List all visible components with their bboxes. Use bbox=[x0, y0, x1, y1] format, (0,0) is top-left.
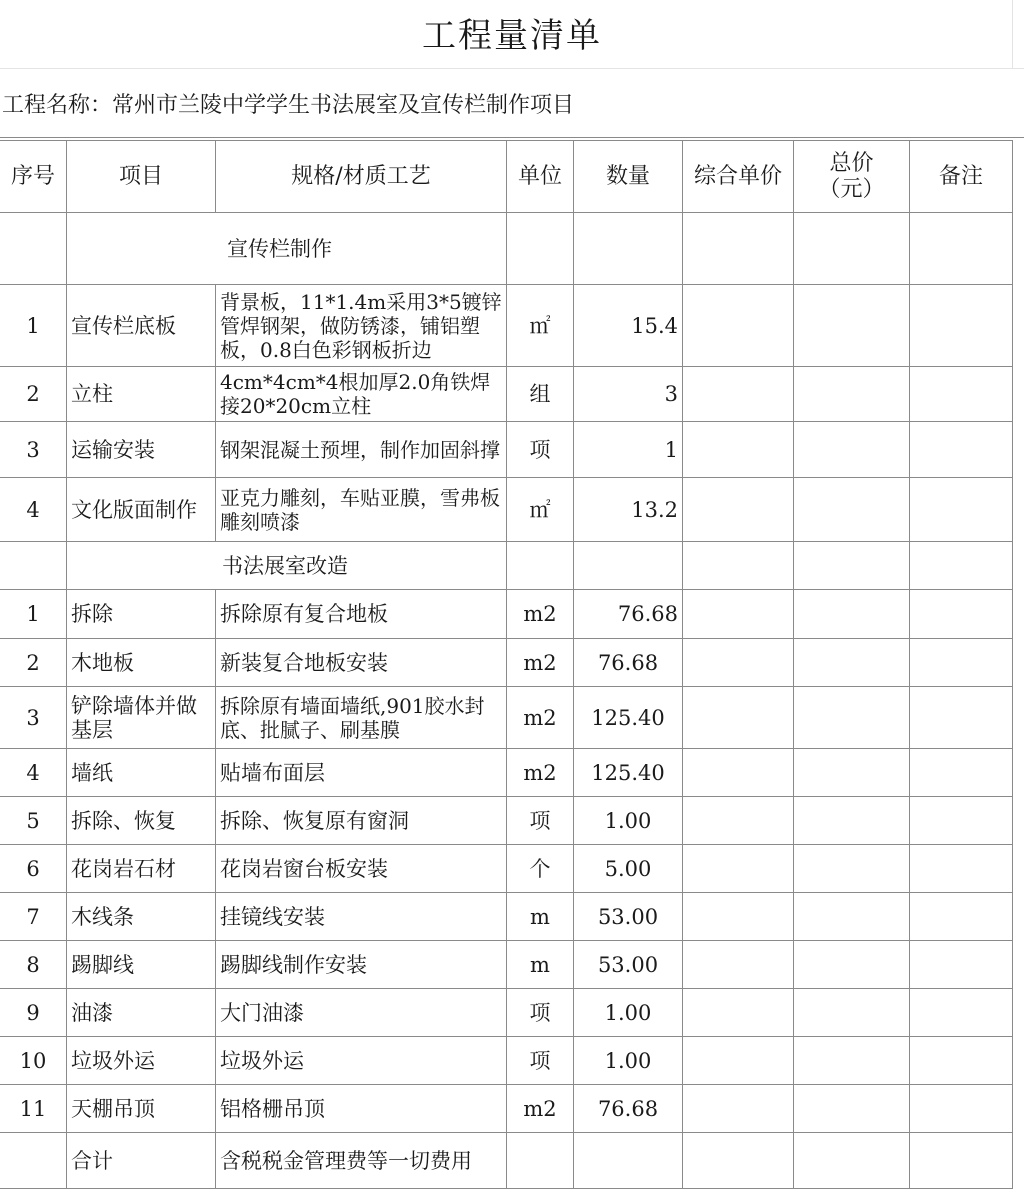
row-total bbox=[794, 639, 910, 687]
row-spec: 拆除、恢复原有窗洞 bbox=[216, 797, 507, 845]
row-unit: 项 bbox=[507, 1037, 574, 1085]
row-qty: 1 bbox=[574, 422, 683, 478]
row-item: 铲除墙体并做基层 bbox=[67, 687, 216, 749]
row-item: 文化版面制作 bbox=[67, 478, 216, 542]
header-item: 项目 bbox=[67, 141, 216, 213]
row-item: 花岗岩石材 bbox=[67, 845, 216, 893]
table-row bbox=[0, 285, 1013, 367]
row-spec: 贴墙布面层 bbox=[216, 749, 507, 797]
row-note bbox=[910, 687, 1013, 749]
row-no: 2 bbox=[0, 367, 67, 422]
row-unit-price bbox=[683, 797, 794, 845]
row-qty: 76.68 bbox=[574, 639, 683, 687]
row-unit-price bbox=[683, 989, 794, 1037]
row-unit: m2 bbox=[507, 1085, 574, 1133]
table-row bbox=[0, 367, 1013, 422]
row-spec: 踢脚线制作安装 bbox=[216, 941, 507, 989]
project-name-line: 工程名称：常州市兰陵中学学生书法展室及宣传栏制作项目 bbox=[0, 70, 1024, 138]
row-unit-price bbox=[683, 941, 794, 989]
row-spec: 大门油漆 bbox=[216, 989, 507, 1037]
header-no: 序号 bbox=[0, 141, 67, 213]
row-unit-price bbox=[683, 1037, 794, 1085]
row-no: 9 bbox=[0, 989, 67, 1037]
table-row bbox=[0, 1085, 1013, 1133]
row-total bbox=[794, 893, 910, 941]
table-row bbox=[0, 422, 1013, 478]
row-total bbox=[794, 845, 910, 893]
row-unit: m bbox=[507, 941, 574, 989]
row-spec: 亚克力雕刻，车贴亚膜，雪弗板雕刻喷漆 bbox=[216, 478, 507, 542]
row-unit-price bbox=[683, 478, 794, 542]
row-note bbox=[910, 797, 1013, 845]
row-unit: 项 bbox=[507, 797, 574, 845]
row-unit-price bbox=[683, 590, 794, 639]
row-unit: ㎡ bbox=[507, 285, 574, 367]
row-qty: 76.68 bbox=[574, 590, 683, 639]
row-note bbox=[910, 1085, 1013, 1133]
row-total bbox=[794, 687, 910, 749]
table-row bbox=[0, 797, 1013, 845]
row-item: 立柱 bbox=[67, 367, 216, 422]
row-unit: 项 bbox=[507, 989, 574, 1037]
row-total bbox=[794, 590, 910, 639]
row-unit-price bbox=[683, 639, 794, 687]
row-qty: 15.4 bbox=[574, 285, 683, 367]
row-unit-price bbox=[683, 749, 794, 797]
row-total bbox=[794, 749, 910, 797]
row-no: 11 bbox=[0, 1085, 67, 1133]
row-spec: 背景板，11*1.4m采用3*5镀锌管焊钢架，做防锈漆，铺铝塑板，0.8白色彩钢板折边 bbox=[216, 285, 507, 367]
row-unit-price bbox=[683, 367, 794, 422]
row-note bbox=[910, 478, 1013, 542]
row-note bbox=[910, 845, 1013, 893]
row-unit: m2 bbox=[507, 590, 574, 639]
row-qty: 1.00 bbox=[574, 797, 683, 845]
row-total bbox=[794, 422, 910, 478]
table-row bbox=[0, 845, 1013, 893]
header-unit: 单位 bbox=[507, 141, 574, 213]
row-qty: 5.00 bbox=[574, 845, 683, 893]
table-row bbox=[0, 941, 1013, 989]
row-spec: 花岗岩窗台板安装 bbox=[216, 845, 507, 893]
row-unit: ㎡ bbox=[507, 478, 574, 542]
row-no: 1 bbox=[0, 285, 67, 367]
section-row-calligraphy-room bbox=[0, 542, 1013, 590]
row-spec: 垃圾外运 bbox=[216, 1037, 507, 1085]
row-note bbox=[910, 367, 1013, 422]
row-no: 5 bbox=[0, 797, 67, 845]
row-no: 4 bbox=[0, 749, 67, 797]
row-unit-price bbox=[683, 1085, 794, 1133]
row-item: 木线条 bbox=[67, 893, 216, 941]
row-item: 油漆 bbox=[67, 989, 216, 1037]
row-qty: 1.00 bbox=[574, 1037, 683, 1085]
row-no: 8 bbox=[0, 941, 67, 989]
row-no: 3 bbox=[0, 687, 67, 749]
total-note: 含税税金管理费等一切费用 bbox=[216, 1133, 507, 1189]
row-unit-price bbox=[683, 285, 794, 367]
row-qty: 125.40 bbox=[574, 687, 683, 749]
row-note bbox=[910, 590, 1013, 639]
header-row bbox=[0, 141, 1013, 213]
row-item: 天棚吊顶 bbox=[67, 1085, 216, 1133]
header-note: 备注 bbox=[910, 141, 1013, 213]
total-label: 合计 bbox=[67, 1133, 216, 1189]
table-row bbox=[0, 687, 1013, 749]
row-unit: m bbox=[507, 893, 574, 941]
row-total bbox=[794, 1085, 910, 1133]
row-no: 6 bbox=[0, 845, 67, 893]
row-item: 宣传栏底板 bbox=[67, 285, 216, 367]
section-row-billboard bbox=[0, 213, 1013, 285]
row-total bbox=[794, 1037, 910, 1085]
bill-of-quantities-table bbox=[0, 140, 1013, 1189]
row-item: 运输安装 bbox=[67, 422, 216, 478]
row-qty: 3 bbox=[574, 367, 683, 422]
table-row bbox=[0, 639, 1013, 687]
row-total bbox=[794, 285, 910, 367]
row-total bbox=[794, 478, 910, 542]
row-note bbox=[910, 1037, 1013, 1085]
row-qty: 1.00 bbox=[574, 989, 683, 1037]
row-qty: 53.00 bbox=[574, 893, 683, 941]
row-qty: 76.68 bbox=[574, 1085, 683, 1133]
row-unit: m2 bbox=[507, 639, 574, 687]
section-title-billboard: 宣传栏制作 bbox=[67, 213, 507, 285]
row-spec: 拆除原有复合地板 bbox=[216, 590, 507, 639]
row-item: 踢脚线 bbox=[67, 941, 216, 989]
row-note bbox=[910, 893, 1013, 941]
row-total bbox=[794, 941, 910, 989]
row-unit-price bbox=[683, 845, 794, 893]
row-unit: 项 bbox=[507, 422, 574, 478]
row-unit-price bbox=[683, 893, 794, 941]
header-total-line2: （元） bbox=[818, 176, 885, 202]
row-no: 4 bbox=[0, 478, 67, 542]
row-spec: 新装复合地板安装 bbox=[216, 639, 507, 687]
row-item: 垃圾外运 bbox=[67, 1037, 216, 1085]
row-spec: 钢架混凝土预埋，制作加固斜撑 bbox=[216, 422, 507, 478]
row-spec: 拆除原有墙面墙纸,901胶水封底、批腻子、刷基膜 bbox=[216, 687, 507, 749]
row-unit-price bbox=[683, 687, 794, 749]
table-row bbox=[0, 893, 1013, 941]
row-qty: 53.00 bbox=[574, 941, 683, 989]
row-note bbox=[910, 639, 1013, 687]
table-row bbox=[0, 749, 1013, 797]
row-item: 木地板 bbox=[67, 639, 216, 687]
row-spec: 铝格栅吊顶 bbox=[216, 1085, 507, 1133]
row-total bbox=[794, 797, 910, 845]
header-total-line1: 总价 bbox=[829, 150, 874, 176]
row-note bbox=[910, 285, 1013, 367]
row-note bbox=[910, 941, 1013, 989]
total-row bbox=[0, 1133, 1013, 1189]
row-item: 墙纸 bbox=[67, 749, 216, 797]
section-title-calligraphy-room: 书法展室改造 bbox=[67, 542, 507, 590]
table-row bbox=[0, 478, 1013, 542]
row-qty: 13.2 bbox=[574, 478, 683, 542]
table-row bbox=[0, 989, 1013, 1037]
row-no: 3 bbox=[0, 422, 67, 478]
row-note bbox=[910, 422, 1013, 478]
row-no: 2 bbox=[0, 639, 67, 687]
row-spec: 挂镜线安装 bbox=[216, 893, 507, 941]
row-item: 拆除、恢复 bbox=[67, 797, 216, 845]
header-qty: 数量 bbox=[574, 141, 683, 213]
row-no: 7 bbox=[0, 893, 67, 941]
row-item: 拆除 bbox=[67, 590, 216, 639]
row-note bbox=[910, 989, 1013, 1037]
table-row bbox=[0, 590, 1013, 639]
header-total bbox=[794, 141, 910, 213]
table-row bbox=[0, 1037, 1013, 1085]
sheet-title-text: 工程量清单 bbox=[422, 16, 602, 56]
row-qty: 125.40 bbox=[574, 749, 683, 797]
row-no: 10 bbox=[0, 1037, 67, 1085]
row-unit: m2 bbox=[507, 687, 574, 749]
row-note bbox=[910, 749, 1013, 797]
sheet-title bbox=[0, 0, 1024, 69]
row-total bbox=[794, 367, 910, 422]
row-unit: 组 bbox=[507, 367, 574, 422]
row-no: 1 bbox=[0, 590, 67, 639]
header-unit-price: 综合单价 bbox=[683, 141, 794, 213]
header-spec: 规格/材质工艺 bbox=[216, 141, 507, 213]
row-spec: 4cm*4cm*4根加厚2.0角铁焊接20*20cm立柱 bbox=[216, 367, 507, 422]
row-total bbox=[794, 989, 910, 1037]
row-unit-price bbox=[683, 422, 794, 478]
row-unit: m2 bbox=[507, 749, 574, 797]
grid-line bbox=[1012, 0, 1013, 68]
row-unit: 个 bbox=[507, 845, 574, 893]
